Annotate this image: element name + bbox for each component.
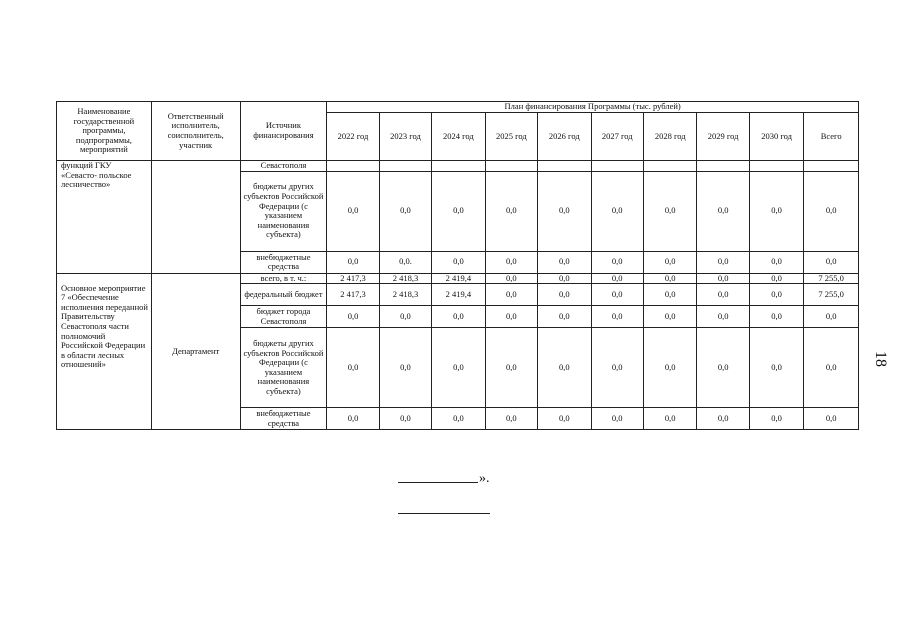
year-header: 2025 год bbox=[485, 112, 537, 160]
total-cell: 7 255,0 bbox=[804, 284, 859, 306]
value-cell: 0,0 bbox=[327, 306, 379, 328]
value-cell: 0,0 bbox=[643, 171, 696, 251]
value-cell: 0,0 bbox=[591, 284, 643, 306]
value-cell: 0,0 bbox=[432, 408, 485, 430]
source-cell: всего, в т. ч.: bbox=[240, 273, 327, 284]
header-source: Источник финансирования bbox=[240, 102, 327, 161]
value-cell: 0,0 bbox=[749, 306, 803, 328]
value-cell: 0,0 bbox=[485, 284, 537, 306]
separator-line bbox=[398, 513, 490, 514]
value-cell: 0,0 bbox=[591, 306, 643, 328]
program-name-cell: функций ГКУ «Севасто- польское лесничество» bbox=[57, 161, 152, 274]
value-cell bbox=[485, 161, 537, 172]
total-cell: 0,0 bbox=[804, 306, 859, 328]
value-cell: 0,0 bbox=[749, 171, 803, 251]
value-cell: 0,0 bbox=[591, 251, 643, 273]
value-cell: 0,0 bbox=[485, 273, 537, 284]
year-header: 2030 год bbox=[749, 112, 803, 160]
value-cell: 0,0 bbox=[379, 408, 431, 430]
source-cell: бюджет города Севастополя bbox=[240, 306, 327, 328]
value-cell: 0,0 bbox=[432, 171, 485, 251]
value-cell: 0,0 bbox=[538, 273, 591, 284]
value-cell: 0,0 bbox=[327, 251, 379, 273]
year-header: 2027 год bbox=[591, 112, 643, 160]
value-cell bbox=[538, 161, 591, 172]
value-cell: 0,0 bbox=[591, 171, 643, 251]
year-header: 2026 год bbox=[538, 112, 591, 160]
source-cell: бюджеты других субъектов Российской Федерации (с указанием наименования субъекта) bbox=[240, 171, 327, 251]
value-cell: 0,0 bbox=[697, 251, 749, 273]
value-cell bbox=[591, 161, 643, 172]
value-cell: 0,0 bbox=[643, 284, 696, 306]
value-cell: 0,0 bbox=[749, 408, 803, 430]
value-cell: 2 417,3 bbox=[327, 273, 379, 284]
value-cell: 0,0 bbox=[432, 306, 485, 328]
value-cell: 0,0 bbox=[327, 171, 379, 251]
total-cell bbox=[804, 161, 859, 172]
value-cell: 0,0 bbox=[485, 408, 537, 430]
value-cell: 0,0 bbox=[538, 251, 591, 273]
source-cell: внебюджетные средства bbox=[240, 251, 327, 273]
value-cell: 0,0 bbox=[327, 328, 379, 408]
source-cell: внебюджетные средства bbox=[240, 408, 327, 430]
value-cell: 0,0 bbox=[379, 171, 431, 251]
table-row bbox=[57, 161, 859, 172]
closing-quote: ». bbox=[479, 471, 490, 486]
source-cell: федеральный бюджет bbox=[240, 284, 327, 306]
value-cell: 0,0 bbox=[538, 328, 591, 408]
value-cell: 0,0 bbox=[591, 408, 643, 430]
value-cell bbox=[643, 161, 696, 172]
value-cell: 0,0 bbox=[697, 273, 749, 284]
value-cell: 0,0 bbox=[327, 408, 379, 430]
value-cell: 0,0 bbox=[432, 328, 485, 408]
source-cell: Севастополя bbox=[240, 161, 327, 172]
value-cell: 2 418,3 bbox=[379, 284, 431, 306]
year-header: 2028 год bbox=[643, 112, 696, 160]
value-cell: 0,0 bbox=[538, 408, 591, 430]
value-cell: 0,0 bbox=[485, 171, 537, 251]
page-number: 18 bbox=[872, 351, 889, 367]
total-cell: 0,0 bbox=[804, 171, 859, 251]
value-cell: 0,0 bbox=[643, 273, 696, 284]
value-cell: 0,0 bbox=[485, 328, 537, 408]
value-cell: 0,0 bbox=[749, 328, 803, 408]
value-cell: 0,0 bbox=[538, 284, 591, 306]
header-plan-title: План финансирования Программы (тыс. рублей) bbox=[327, 102, 859, 113]
value-cell bbox=[327, 161, 379, 172]
program-name-cell: Основное мероприятие 7 «Обеспечение исполнения переданной Правительству Севастополя части полномочий Российской Федерации в области лесных отношений» bbox=[57, 273, 152, 430]
total-cell: 0,0 bbox=[804, 408, 859, 430]
value-cell: 0,0 bbox=[697, 171, 749, 251]
value-cell bbox=[697, 161, 749, 172]
value-cell bbox=[379, 161, 431, 172]
value-cell: 0,0 bbox=[749, 273, 803, 284]
value-cell: 0,0 bbox=[643, 306, 696, 328]
value-cell: 0,0 bbox=[643, 408, 696, 430]
year-header: 2024 год bbox=[432, 112, 485, 160]
header-responsible: Ответственный исполнитель, соисполнитель, участник bbox=[151, 102, 240, 161]
value-cell: 0,0 bbox=[643, 328, 696, 408]
total-cell: 0,0 bbox=[804, 328, 859, 408]
responsible-cell: Департамент bbox=[151, 273, 240, 430]
value-cell: 2 419,4 bbox=[432, 284, 485, 306]
value-cell: 0,0 bbox=[749, 251, 803, 273]
value-cell: 0,0 bbox=[591, 273, 643, 284]
value-cell: 0,0 bbox=[591, 328, 643, 408]
value-cell: 2 419,4 bbox=[432, 273, 485, 284]
year-header: 2022 год bbox=[327, 112, 379, 160]
total-cell: 7 255,0 bbox=[804, 273, 859, 284]
value-cell: 0,0 bbox=[697, 306, 749, 328]
source-cell: бюджеты других субъектов Российской Федерации (с указанием наименования субъекта) bbox=[240, 328, 327, 408]
table-row bbox=[57, 273, 859, 284]
signature-line bbox=[398, 482, 478, 483]
value-cell: 0,0 bbox=[697, 284, 749, 306]
value-cell: 0,0 bbox=[538, 306, 591, 328]
value-cell: 0,0 bbox=[379, 306, 431, 328]
value-cell: 0,0 bbox=[485, 306, 537, 328]
value-cell: 0,0 bbox=[432, 251, 485, 273]
value-cell: 0,0 bbox=[538, 171, 591, 251]
value-cell bbox=[749, 161, 803, 172]
year-header: 2023 год bbox=[379, 112, 431, 160]
value-cell: 0,0 bbox=[643, 251, 696, 273]
value-cell: 0,0 bbox=[379, 328, 431, 408]
value-cell: 2 418,3 bbox=[379, 273, 431, 284]
value-cell: 0,0 bbox=[485, 251, 537, 273]
responsible-cell bbox=[151, 161, 240, 274]
value-cell: 0,0. bbox=[379, 251, 431, 273]
financing-table bbox=[56, 101, 859, 430]
value-cell: 2 417,3 bbox=[327, 284, 379, 306]
header-name: Наименование государственной программы, подпрограммы, мероприятий bbox=[57, 102, 152, 161]
value-cell bbox=[432, 161, 485, 172]
total-cell: 0,0 bbox=[804, 251, 859, 273]
value-cell: 0,0 bbox=[697, 408, 749, 430]
total-header: Всего bbox=[804, 112, 859, 160]
value-cell: 0,0 bbox=[749, 284, 803, 306]
year-header: 2029 год bbox=[697, 112, 749, 160]
value-cell: 0,0 bbox=[697, 328, 749, 408]
